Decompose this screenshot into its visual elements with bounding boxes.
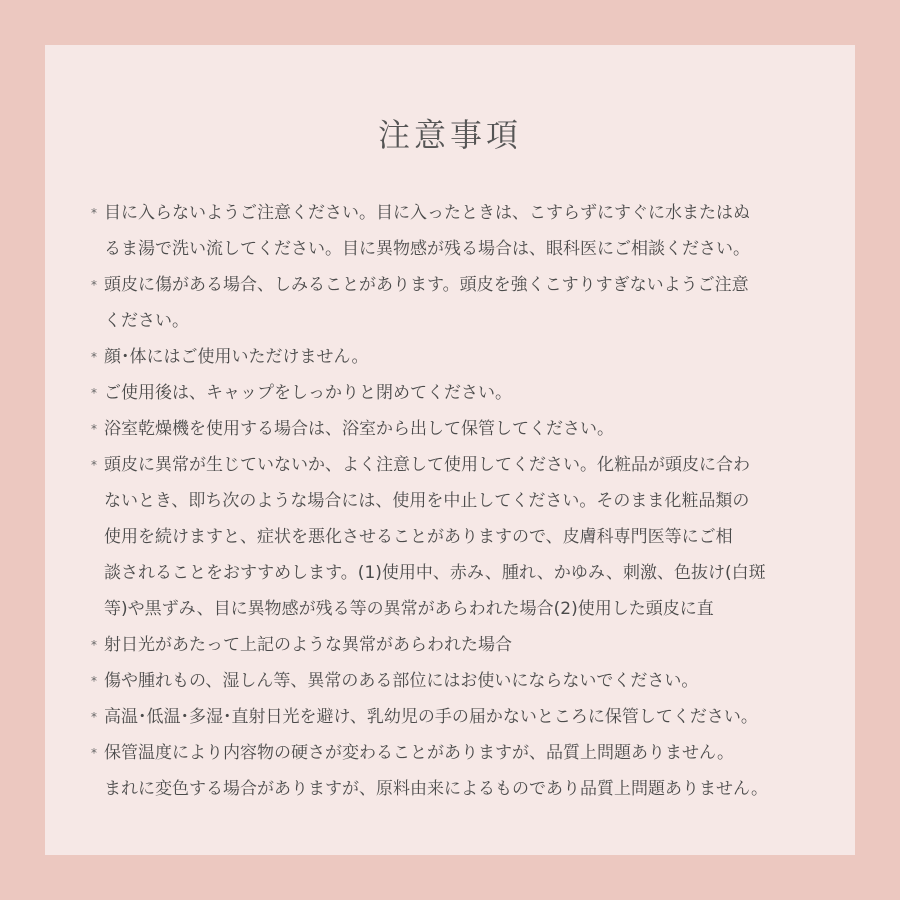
note-text: まれに変色する場合がありますが、原料由来によるものであり品質上問題ありません。 [104, 779, 769, 799]
bullet-asterisk: * [91, 746, 97, 760]
note-line [91, 231, 813, 267]
bullet-asterisk: * [91, 422, 97, 436]
note-line [91, 699, 813, 735]
note-text: 等)や黒ずみ、目に異物感が残る等の異常があらわれた場合(2)使用した頭皮に直 [104, 599, 714, 619]
note-text: 高温･低温･多湿･直射日光を避け、乳幼児の手の届かないところに保管してください。 [104, 707, 758, 727]
note-text: 頭皮に傷がある場合、しみることがあります。頭皮を強くこすりすぎないようご注意 [104, 275, 749, 295]
note-text: 頭皮に異常が生じていないか、よく注意して使用してください。化粧品が頭皮に合わ [104, 455, 750, 475]
note-line [91, 663, 813, 699]
note-line [91, 519, 813, 555]
note-line [91, 627, 813, 663]
bullet-asterisk: * [91, 638, 97, 652]
bullet-asterisk: * [91, 458, 97, 472]
bullet-asterisk: * [91, 206, 97, 220]
note-text: るま湯で洗い流してください。目に異物感が残る場合は、眼科医にご相談ください。 [104, 239, 750, 259]
note-text: 傷や腫れもの、湿しん等、異常のある部位にはお使いにならないでください。 [104, 671, 699, 691]
note-text: 目に入らないようご注意ください。目に入ったときは、こすらずにすぐに水またはぬ [104, 203, 750, 223]
bullet-asterisk: * [91, 350, 97, 364]
note-line [91, 195, 813, 231]
note-line [91, 303, 813, 339]
note-line [91, 339, 813, 375]
note-text: ないとき、即ち次のような場合には、使用を中止してください。そのまま化粧品類の [104, 491, 750, 511]
bullet-asterisk: * [91, 710, 97, 724]
note-text: 保管温度により内容物の硬さが変わることがありますが、品質上問題ありません。 [104, 743, 735, 763]
note-line [91, 735, 813, 771]
notice-card [45, 45, 855, 855]
note-text: 談されることをおすすめします。(1)使用中、赤み、腫れ、かゆみ、刺激、色抜け(白斑 [104, 563, 766, 583]
bullet-asterisk: * [91, 278, 97, 292]
note-text: ください。 [104, 311, 189, 331]
note-line [91, 375, 813, 411]
note-line [91, 555, 813, 591]
note-line [91, 591, 813, 627]
note-text: 浴室乾燥機を使用する場合は、浴室から出して保管してください。 [104, 419, 614, 439]
page-title: 注意事項 [377, 116, 522, 154]
note-text: ご使用後は、キャップをしっかりと閉めてください。 [104, 383, 512, 403]
note-line [91, 267, 813, 303]
bullet-asterisk: * [91, 386, 97, 400]
note-line [91, 771, 813, 807]
note-line [91, 411, 813, 447]
note-text: 射日光があたって上記のような異常があらわれた場合 [104, 635, 512, 655]
note-text: 顔･体にはご使用いただけません。 [104, 347, 369, 367]
notes-list [91, 195, 813, 807]
note-line [91, 447, 813, 483]
bullet-asterisk: * [91, 674, 97, 688]
note-text: 使用を続けますと、症状を悪化させることがありますので、皮膚科専門医等にご相 [104, 527, 733, 547]
note-line [91, 483, 813, 519]
